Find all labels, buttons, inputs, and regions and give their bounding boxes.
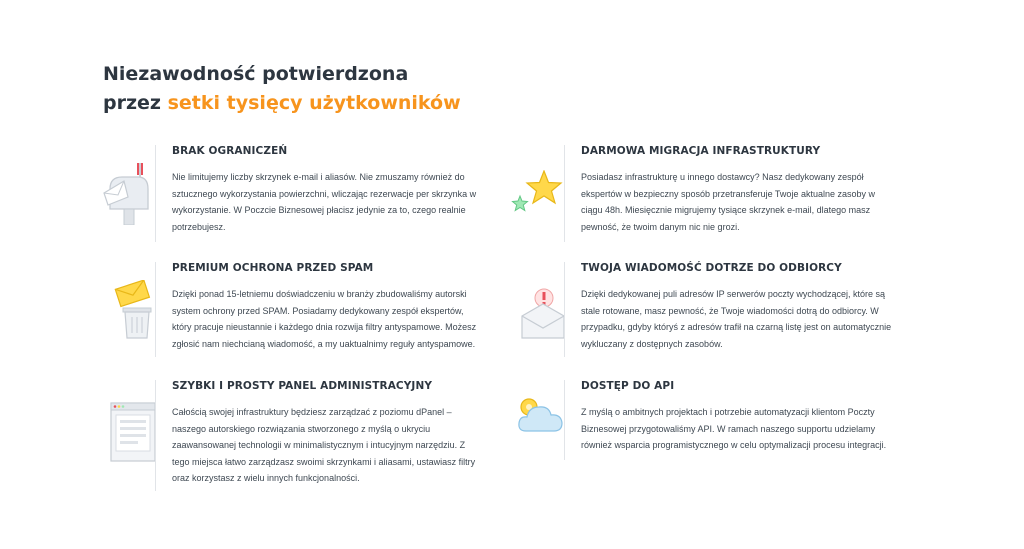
alert-envelope-icon — [520, 288, 566, 340]
headline-line-2-prefix: przez — [103, 92, 161, 114]
headline-accent: setki tysięcy użytkowników — [167, 92, 461, 114]
feature-title: SZYBKI I PROSTY PANEL ADMINISTRACYJNY — [172, 380, 433, 392]
feature-divider — [564, 262, 565, 357]
feature-admin-panel — [155, 380, 485, 491]
feature-divider — [155, 262, 156, 357]
feature-spam-protection — [155, 262, 485, 357]
trash-envelope-icon — [113, 280, 155, 340]
feature-description: Całością swojej infrastruktury będziesz zarządzać z poziomu dPanel – naszego autorskiego rozwiązania stworzonego z myślą o ukryciu zaawansowanej technologii w minimalistycznym i intucyjnym narzędziu. Z tego miejsca łatwo zarządzasz swoimi skrzynkami i aliasami, ustawiasz filtry oraz korzystasz z wielu innych funkcjonalności. — [172, 407, 476, 483]
feature-no-limits — [155, 145, 485, 242]
star-icon — [510, 170, 564, 218]
feature-description: Z myślą o ambitnych projektach i potrzebie automatyzacji klientom Poczty Biznesowej przygotowaliśmy API. W ramach naszego supportu udzielamy również wsparcia programistycznego w celu optymalizacji procesu integracji. — [581, 407, 887, 450]
feature-divider — [564, 380, 565, 460]
cloud-gear-icon — [516, 393, 566, 435]
feature-divider — [564, 145, 565, 242]
feature-title: PREMIUM OCHRONA PRZED SPAM — [172, 262, 374, 274]
headline-line-1: Niezawodność potwierdzona — [103, 63, 409, 85]
feature-title: DOSTĘP DO API — [581, 380, 675, 392]
feature-description: Dzięki ponad 15-letniemu doświadczeniu w branży zbudowaliśmy autorski system ochrony przed SPAM. Posiadamy dedykowany zespół ekspertów, który pracuje nieustannie i każdego dnia rozwija filtry antyspamowe. Możesz zgłosić nam niechcianą wiadomość, a my uaktualnimy reguły antyspamowe. — [172, 289, 477, 349]
feature-delivery — [564, 262, 894, 357]
feature-title: TWOJA WIADOMOŚĆ DOTRZE DO ODBIORCY — [581, 262, 842, 274]
feature-divider — [155, 380, 156, 491]
feature-description: Posiadasz infrastrukturę u innego dostawcy? Nasz dedykowany zespół ekspertów w bezpieczny sposób przetransferuje Twoje aktualne zasoby w ciągu 48h. Miesięcznie migrujemy tysiące skrzynek e-mail, dlatego masz pewność, że twoim danym nic nie grozi. — [581, 172, 875, 232]
feature-divider — [155, 145, 156, 242]
feature-description: Nie limitujemy liczby skrzynek e-mail i aliasów. Nie zmuszamy również do sztucznego wykorzystania powierzchni, wliczając rezerwacje per skrzynka w wykorzystanie. W Poczcie Biznesowej płacisz jedynie za to, czego realnie potrzebujesz. — [172, 172, 477, 232]
feature-title: BRAK OGRANICZEŃ — [172, 145, 288, 157]
feature-description: Dzięki dedykowanej puli adresów IP serwerów poczty wychodzącej, które są stale rotowane, masz pewność, że Twoje wiadomości dotrą do odbiorcy. W przypadku, gdyby któryś z adresów trafił na czarną listę jest on automatycznie wykluczany z dostępnych zasobów. — [581, 289, 892, 349]
feature-free-migration — [564, 145, 894, 242]
browser-window-icon — [110, 402, 156, 462]
page-headline — [103, 60, 461, 118]
feature-api-access — [564, 380, 894, 460]
feature-title: DARMOWA MIGRACJA INFRASTRUKTURY — [581, 145, 821, 157]
mailbox-icon — [100, 163, 154, 225]
